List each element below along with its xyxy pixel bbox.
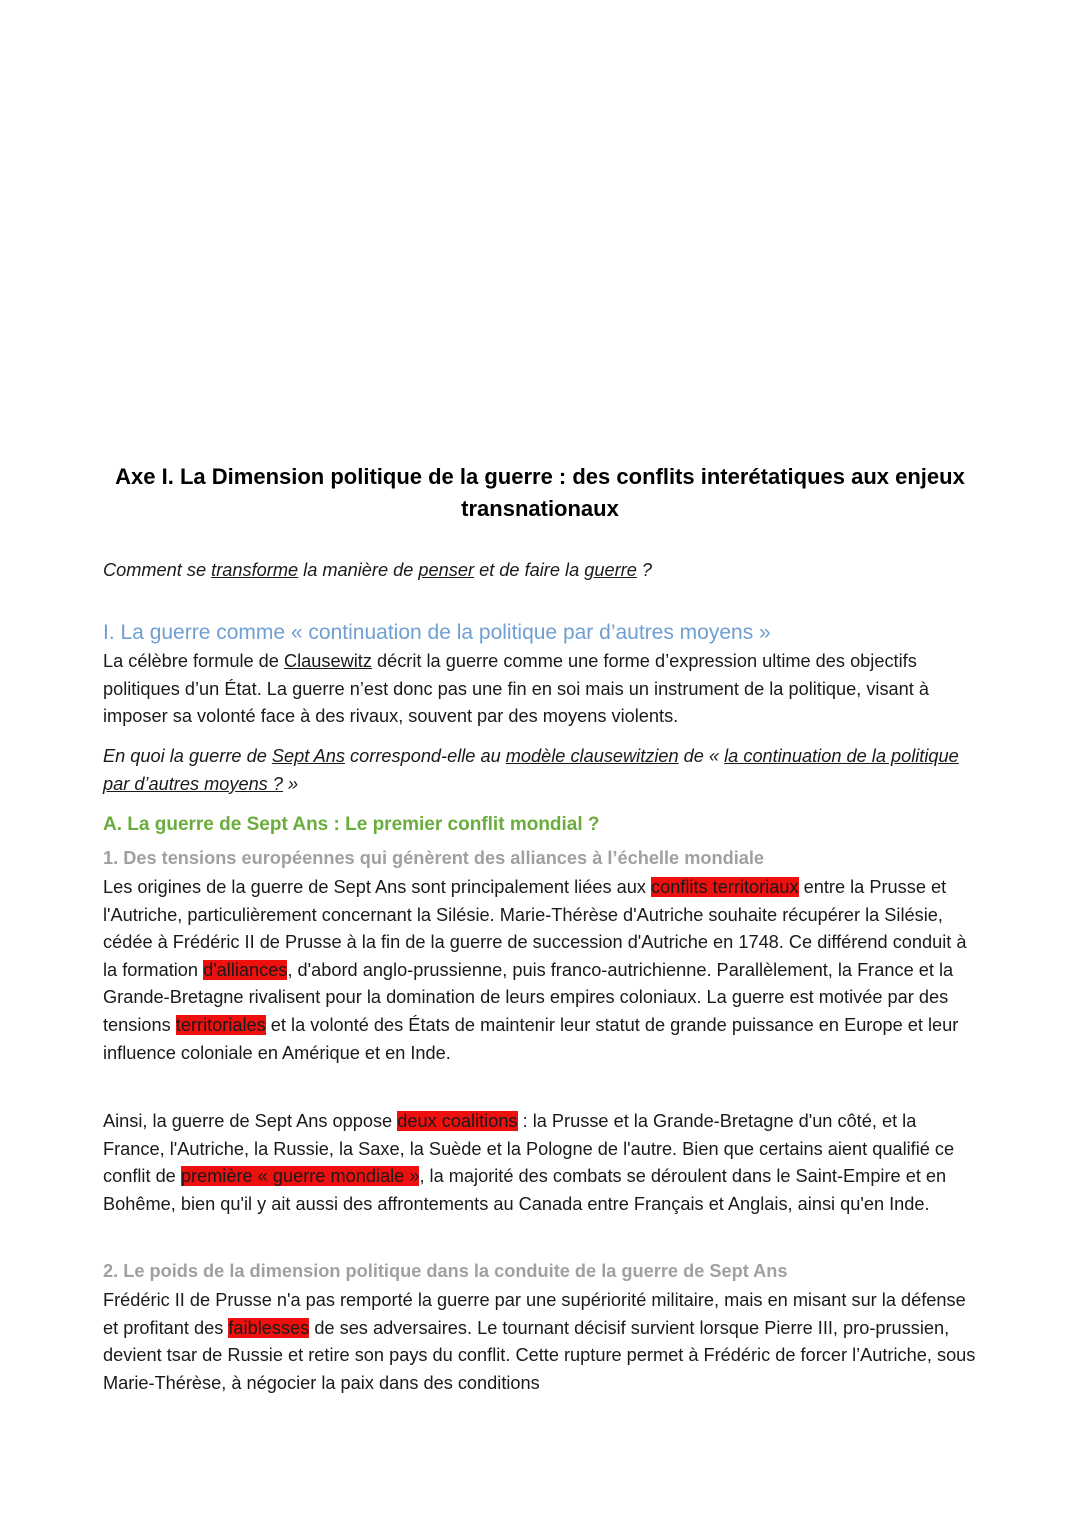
text: et la volonté des États de maintenir leur statut de grande puissance en Europe et leur influence coloniale en Amérique et en Inde. xyxy=(103,1014,959,1063)
text: , d'abord anglo-prussienne, puis franco-autrichienne. Parallèlement, la France et la Grande-Bretagne rivalisent pour la domination de leurs empires coloniaux. La guerre est motivée par des tensions xyxy=(103,959,954,1035)
text: la manière de xyxy=(298,560,419,580)
section-1-question xyxy=(103,743,978,798)
text: Les origines de la guerre de Sept Ans sont principalement liées aux xyxy=(103,877,651,897)
text: La célèbre formule de xyxy=(103,651,284,671)
underlined-text: Sept Ans xyxy=(271,746,345,766)
text: décrit la guerre comme une forme d’expression ultime des objectifs politiques d’un État. La guerre n’est donc pas une fin en soi mais un instrument de la politique, visant à imposer sa volonté face à des rivaux, souvent par des moyens violents. xyxy=(103,651,930,727)
subsection-2-paragraph xyxy=(103,1287,978,1397)
highlighted-text: deux coalitions xyxy=(397,1111,518,1131)
subsection-1-paragraph-1 xyxy=(103,874,978,1067)
highlighted-text: territoriales xyxy=(175,1014,266,1035)
subsection-1-heading: 1. Des tensions européennes qui génèrent des alliances à l’échelle mondiale xyxy=(103,848,765,868)
text: ? xyxy=(636,560,652,580)
subsection-2-heading: 2. Le poids de la dimension politique dans la conduite de la guerre de Sept Ans xyxy=(103,1261,788,1281)
text: Comment se xyxy=(103,560,212,580)
text: correspond-elle au xyxy=(345,746,506,766)
underlined-text: Clausewitz xyxy=(283,651,372,671)
highlighted-text: conflits territoriaux xyxy=(650,877,799,897)
section-a-heading: A. La guerre de Sept Ans : Le premier conflit mondial ? xyxy=(103,814,600,835)
text: Ainsi, la guerre de Sept Ans oppose xyxy=(103,1111,398,1131)
text: : la Prusse et la Grande-Bretagne d'un côté, et la France, l'Autriche, la Russie, la Saxe, la Suède et la Pologne de l'autre. Bien que certains aient qualifié ce conflit de xyxy=(103,1111,955,1187)
section-1-heading: I. La guerre comme « continuation de la politique par d’autres moyens » xyxy=(103,621,771,644)
document-title: Axe I. La Dimension politique de la guerre : des conflits interétatiques aux enjeux transnationaux xyxy=(115,464,965,521)
section-1-paragraph xyxy=(103,648,978,731)
text: de « xyxy=(678,746,725,766)
text: et de faire la xyxy=(474,560,585,580)
highlighted-text: d'alliances xyxy=(203,959,288,980)
text: » xyxy=(282,773,299,794)
text: entre la Prusse et l'Autriche, particulièrement concernant la Silésie. Marie-Thérèse d'Autriche souhaite récupérer la Silésie, cédée à Frédéric II de Prusse à la fin de la guerre de succession d'Autriche en 1748. Ce différend conduit à la formation xyxy=(103,877,967,980)
underlined-text: transforme xyxy=(211,560,299,580)
text: En quoi la guerre de xyxy=(103,746,272,766)
highlighted-text: première « guerre mondiale » xyxy=(180,1166,420,1187)
highlighted-text: faiblesses xyxy=(228,1317,310,1338)
underlined-text: guerre xyxy=(584,560,637,580)
text: Frédéric II de Prusse n'a pas remporté la guerre par une supériorité militaire, mais en misant sur la défense et profitant des xyxy=(103,1290,966,1338)
subsection-1-paragraph-2 xyxy=(103,1108,978,1218)
underlined-text: la continuation de la politique par d’autres moyens ? xyxy=(103,746,959,794)
underlined-text: modèle clausewitzien xyxy=(505,746,679,766)
text: de ses adversaires. Le tournant décisif survient lorsque Pierre III, pro-prussien, devient tsar de Russie et retire son pays du conflit. Cette rupture permet à Frédéric de forcer l’Autriche, sous Marie-Thérèse, à négocier la paix dans des conditions xyxy=(103,1317,976,1393)
underlined-text: penser xyxy=(418,560,475,580)
text: , la majorité des combats se déroulent dans le Saint-Empire et en Bohême, bien qu'il y ait aussi des affrontements au Canada entre Français et Anglais, ainsi qu'en Inde. xyxy=(103,1166,947,1214)
guiding-question xyxy=(103,557,978,585)
